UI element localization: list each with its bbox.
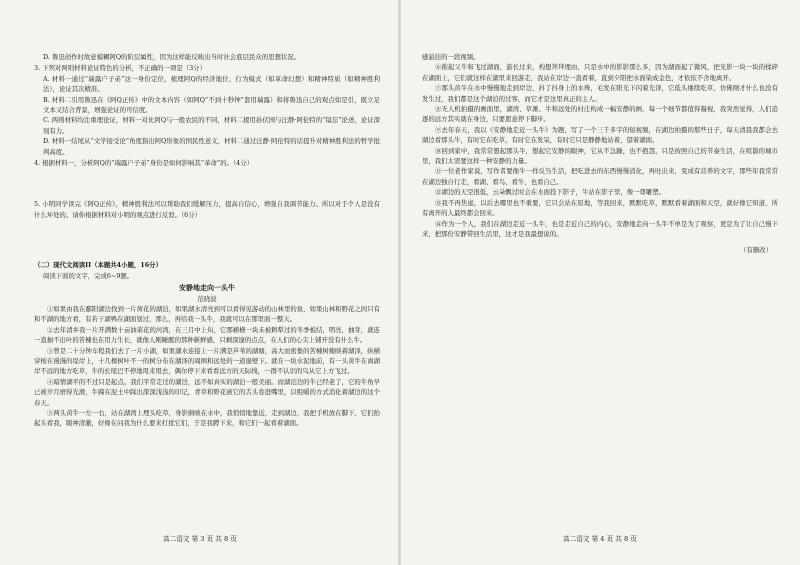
answer-space-4 (34, 168, 380, 198)
q3-option-a: A. 材料一通过“瑞露户子弟”这一身份定位，梳理阿Q的经济地位、行为模式（如革命幻想）和精神特质（如精神胜利法），论证其次精准。 (43, 74, 380, 94)
right-page-footer: 高二语文 第 4 页 共 8 页 (563, 535, 637, 543)
q3-option-c: C. 两则材料均注重理论证，材料一对比阿Q与一般农民的不同，材料二援用孙伏园与汪静·阿伦特的“镜忘”论述，论证深刻有力。 (43, 116, 380, 135)
continued-line: 感悬挂的一段视频。 (422, 53, 480, 61)
left-page-footer: 高二语文 第 3 页 共 8 页 (163, 535, 237, 543)
paragraph-1: ①如果由我在鄱阳湖边找到一片荷花的湖泊，如果湖水清亮到可以看得见游动的山林里的鱼，如果山林和野花之间只有和不湖的地方看，有若干湖鸭在湖面划过，那么，再给我一头牛，我就可以在那里面一整天。 (34, 304, 380, 324)
question-4: 4. 根据材料一，分析阿Q的“瑞露户子弟”身份是如何影响其“革命”的。（4分） (34, 159, 254, 168)
paragraph-12: ⑫湖边的天空很低，云朵飘过时会在水面投下影子，牛站在影子里，像一尊雕塑。 (435, 188, 666, 197)
question-5: 5. 小明同学读完《阿Q正传》，精神胜利法可以帮助我们缓解压力，提高自信心，增强自我调节能力。所以对于个人是没有什么坏处的。请你根据材料对小明的观点进行反驳。（6分） (34, 200, 380, 219)
paragraph-5: ⑤两头黄牛一左一右，站在湖湾上埋头吃草，身影倒映在水中，我悄悄地靠近，走到湖边，我把手机放在脚下，它们抬起头看我，眼神清澈，好像在问我为什么要来打扰它们，于是我蹲下来，和它们一起看着湖面。 (34, 408, 380, 428)
right-page (400, 0, 800, 565)
answer-space-5 (34, 220, 380, 258)
paragraph-3: ③曾是二十分钟车程我们去了一片小湖，如果湖水连接上一片满是芦苇的湖塘，高大而密集的苦楝树掩映着湖泽，纵横穿梭在漫漫的堤岸上，十几棵树叶不一的树分布在湖泽的周围和远处的一道崖壁下。就在一块水泥地前，有一头黄牛在离湖岸不远的地方吃草，牛的长尾巴不停地甩来甩去，偶尔停下来看看远方的天际线，一群不认识的鸟从它上方飞过。 (34, 346, 380, 376)
q3-option-b: B. 材料二引用鲁迅在《阿Q正传》中的文本内容（如阿Q“不到十秒钟”套用瑞露）和将鲁迅自己的观点如是引，既立足文本又结合背景，增强论证的可信度。 (43, 95, 380, 115)
paragraph-14: ⑭作为一个人，我们在湖边走近一头牛，也是走近自己的内心，安静地走向一头牛不单是为了观察，更是为了让自己慢下来，把那份安静带回生活里，这才是我最想说的。 (422, 219, 778, 238)
paragraph-8: ⑧无人机拍摄的画面里，湖湾、草滩、牛和远处的村庄构成一幅安静的画，每一个细节都值得凝视，我突然觉得，人们追逐的远方其实就在身边，只要愿意停下脚步。 (422, 105, 778, 124)
section-heading: （二）现代文阅读II（本题共4小题，16分） (34, 261, 162, 270)
reading-instruction: 阅读下面的文字，完成6~9题。 (43, 271, 134, 280)
paragraph-2: ②去年清乡我一片开满数十亩油菜花的河湾，在三月中上旬，它那横横一块未被耕犁过的冬季板结，明亮，抽芽，就连一直抽不出叶的苦楝也在用力生长，就像人刚睡醒的那种新鲜感，只剩深邃的点点，在人们的心尖上铺开没有什么牛。 (34, 325, 380, 345)
paragraph-13: ⑬我不再焦虑，以后去哪里也不重要，它只会站在原地，等我回来，默默吃草，默默看着湖面和天空，就好像它知道，所有离开的人最终都会回来。 (422, 198, 778, 218)
paragraph-6: ⑥推起父牛和飞过湖面，游长过来，构想拜拜理由，只是水中的影影那么多，因为湖面起了微风，把光影一块一块的揉碎在湖面上，它们就这样在湖里来回游走，我站在岸边一直看着，直到夕阳把水面染成金色，才依依不舍地离开。 (422, 63, 778, 82)
q3-option-d: D. 材料一结尾从“文学接受论”角度指出阿Q形象的国民性意义，材料二通过汪静·阿伦特的话提升对精神胜利法的哲学批判高度。 (43, 137, 380, 156)
article-title: 安静地走向一头牛 (179, 283, 235, 293)
paragraph-10: ⑩回到家中，我常常想起那头牛，想起它安静的眼神，它从不急躁，也不抱怨，只是按照自己的节奏生活，在喧嚣的城市里，我们太需要这样一种安静的力量。 (422, 146, 778, 166)
paragraph-11: ⑪一位老作家说，写作者要像牛一样反刍生活，把吃进去的东西慢慢消化，再吐出来，变成有营养的文字，那些年我常常在湖边独自行走，看湖、看鸟、看牛，也看自己。 (422, 167, 778, 186)
paragraph-9: ⑨去年春天，我以《安静地走近一头牛》为题，写了一个三千多字的短视频，在湖边拍摄的那些日子，每天清晨我都会去湖边看那头牛，有时它在吃草，有时它在发呆，有时它只是静静地站着，望着湖面。 (422, 125, 778, 145)
article-author: 范晓波 (197, 294, 217, 303)
question-3-stem: 3. 下列对两则材料论证特色的分析，不正确的一项是（3分） (34, 64, 206, 73)
paragraph-7: ⑦那头黄牛在水中慢慢地走到岸边，抖了抖身上的水珠，毛发在阳光下闪着光泽，它低头继续吃草，仿佛刚才什么也没有发生过，我们都是这个湖泊的过客，而它才是这里真正的主人。 (422, 84, 778, 103)
paragraph-4: ④暗情湖平的不过只是起点。我们平常走过的湖边，远不如真实的湖泊一般美丽。而湖泊边的牛已经老了，它的牛角早已被岁月磨得光滑，牛蹄在泥土中踩出深深浅浅的印记，青草和野花被它的舌头卷进嘴里，以咀嚼的方式消化着湖边的这个春天。 (34, 377, 380, 407)
q2-option-d: D. 鲁迅创作时故意模糊阿Q的阶层属性，因为这样能反映出当时社会底层民众的思想状况。 (43, 53, 301, 61)
source-note: （有删改） (740, 246, 772, 255)
